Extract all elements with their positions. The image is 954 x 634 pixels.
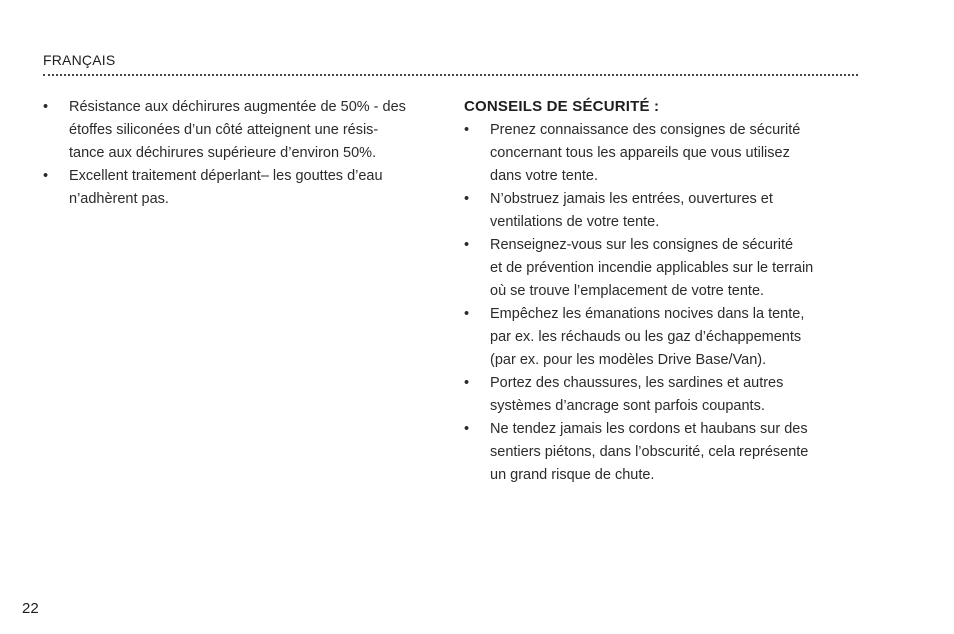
right-column bbox=[464, 96, 856, 487]
list-item-line: Renseignez-vous sur les consignes de sécurité bbox=[490, 237, 794, 253]
list-item-line: systèmes d’ancrage sont parfois coupants. bbox=[490, 398, 765, 414]
list-item-line: Portez des chaussures, les sardines et autres bbox=[490, 375, 784, 391]
list-item-line: Résistance aux déchirures augmentée de 50% - des bbox=[69, 99, 406, 115]
list-item-line: (par ex. pour les modèles Drive Base/Van). bbox=[490, 352, 767, 368]
bullet-icon: • bbox=[464, 421, 470, 437]
list-item-line: Excellent traitement déperlant– les gouttes d’eau bbox=[69, 168, 383, 184]
list-item bbox=[43, 96, 438, 165]
list-item-line: sentiers piétons, dans l’obscurité, cela représente bbox=[490, 444, 809, 460]
bullet-icon: • bbox=[464, 191, 470, 207]
bullet-icon: • bbox=[464, 375, 470, 391]
language-label: FRANÇAIS bbox=[43, 52, 116, 68]
dotted-divider bbox=[43, 74, 858, 76]
left-column bbox=[43, 96, 438, 211]
list-item bbox=[464, 188, 856, 234]
list-item-line: tance aux déchirures supérieure d’environ 50%. bbox=[69, 145, 377, 161]
list-item bbox=[464, 119, 856, 188]
bullet-icon: • bbox=[464, 306, 470, 322]
list-item bbox=[464, 234, 856, 303]
list-item-line: un grand risque de chute. bbox=[490, 467, 655, 483]
list-item-line: Empêchez les émanations nocives dans la tente, bbox=[490, 306, 805, 322]
bullet-icon: • bbox=[464, 237, 470, 253]
list-item-line: ventilations de votre tente. bbox=[490, 214, 660, 230]
list-item bbox=[464, 372, 856, 418]
list-item-line: Prenez connaissance des consignes de sécurité bbox=[490, 122, 801, 138]
list-item-line: par ex. les réchauds ou les gaz d’échappements bbox=[490, 329, 802, 345]
list-item-line: étoffes siliconées d’un côté atteignent une résis- bbox=[69, 122, 379, 138]
list-item bbox=[464, 418, 856, 487]
list-item-line: concernant tous les appareils que vous utilisez bbox=[490, 145, 790, 161]
bullet-icon: • bbox=[464, 122, 470, 138]
safety-heading: CONSEILS DE SÉCURITÉ : bbox=[464, 98, 660, 115]
bullet-icon: • bbox=[43, 168, 49, 184]
feature-list bbox=[43, 96, 438, 211]
bullet-icon: • bbox=[43, 99, 49, 115]
list-item-line: et de prévention incendie applicables sur le terrain bbox=[490, 260, 814, 276]
list-item-line: où se trouve l’emplacement de votre tente. bbox=[490, 283, 765, 299]
list-item-line: Ne tendez jamais les cordons et haubans sur des bbox=[490, 421, 808, 437]
list-item-line: N’obstruez jamais les entrées, ouvertures et bbox=[490, 191, 773, 207]
safety-list bbox=[464, 119, 856, 487]
page-number: 22 bbox=[22, 600, 39, 617]
list-item-line: dans votre tente. bbox=[490, 168, 599, 184]
list-item bbox=[464, 303, 856, 372]
list-item bbox=[43, 165, 438, 211]
list-item-line: n’adhèrent pas. bbox=[69, 191, 169, 207]
